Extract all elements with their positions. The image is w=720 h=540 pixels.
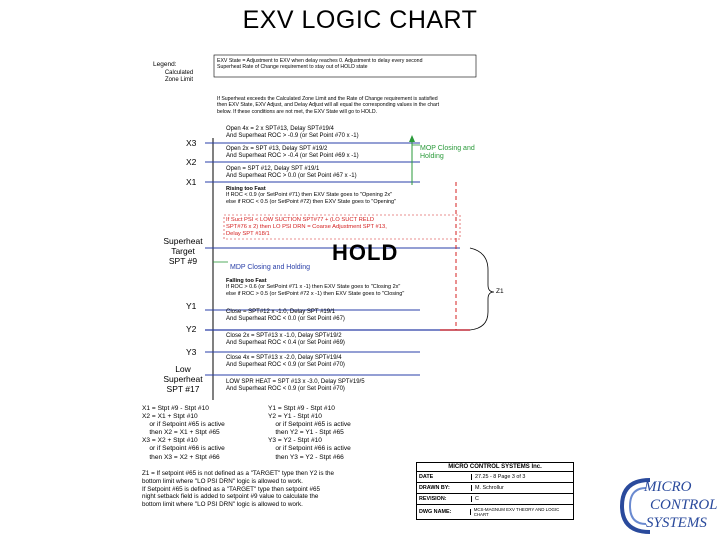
micro-control-systems-logo: MICRO CONTROL SYSTEMS: [616, 474, 716, 536]
low-superheat-label: Low Superheat SPT #17: [163, 364, 203, 394]
x2-label: X2: [186, 157, 197, 167]
page-title: EXV LOGIC CHART: [242, 6, 478, 34]
falling-condition: Falling too Fast If ROC > 0.6 (or SetPoint #71 x -1) then EXV State goes to "Closing 2x" else if ROC > 0.5 (or SetPoint #72 x -1) then EXV State goes to "Closing": [226, 278, 405, 297]
title-row: REVISION: C: [417, 494, 573, 505]
definitions-left: X1 = Stpt #9 - Stpt #10 X2 = X1 + Stpt #10 or if Setpoint #65 is active then X2 = X1 + Stpt #65 X3 = X2 + Stpt #10 or if Setpoint #66 is active then X3 = X2 + Stpt #66: [142, 405, 225, 461]
open-condition: Open = SPT #12, Delay SPT #19/1 And Superheat ROC > 0.0 (or Set Point #67 x -1): [226, 166, 357, 179]
header-note: If Superheat exceeds the Calculated Zone Limit and the Rate of Change requirement is satisfied then EXV State, EXV Adjust, and Delay Adjust will all equal the corresponding values in the chart below. If these conditions are not met, the EXV State will go to HOLD.: [217, 96, 440, 115]
hold-label: HOLD: [332, 240, 399, 265]
open2x-condition: Open 2x = SPT #13, Delay SPT #19/2 And Superheat ROC > -0.4 (or Set Point #69 x -1): [226, 146, 359, 159]
low-suction-condition: If Suct PSI < LOW SUCTION SPT#77 + (LO SUCT RELD SPT#76 x 2) then LO PSI DRN = Coarse Adjustment SPT #13, Delay SPT #18/1: [226, 217, 387, 237]
close2x-condition: Close 2x = SPT#13 x -1.0, Delay SPT#19/2 And Superheat ROC < 0.4 (or Set Point #69): [226, 333, 345, 346]
open4x-condition: Open 4x = 2 x SPT#13, Delay SPT#19/4 And Superheat ROC > -0.9 (or Set Point #70 x -1): [226, 126, 359, 139]
title-row: DATE 27.25 - 8 Page 3 of 3: [417, 472, 573, 483]
y2-label: Y2: [186, 324, 197, 334]
definitions-right: Y1 = Stpt #9 - Stpt #10 Y2 = Y1 - Stpt #10 or if Setpoint #65 is active then Y2 = Y1 - Stpt #65 Y3 = Y2 - Stpt #10 or if Setpoint #66 is active then Y3 = Y2 - Stpt #66: [268, 405, 351, 461]
z1-note: Z1 = If setpoint #65 is not defined as a "TARGET" type then Y2 is the bottom limit where "LO PSI DRN" logic is allowed to work. If Setpoint #65 is defined as a "TARGET" type then setpoint #65 night setback field is added to setpoint #9 value to calculate the bottom limit where "LO PSI DRN" logic is allowed to work.: [142, 470, 335, 509]
legend-heading: Legend:: [153, 61, 177, 68]
title-row: DWG NAME: MCS-MAGNUM EXV THEORY AND LOGIC CHART: [419, 507, 560, 517]
title-block: [416, 462, 574, 520]
low-superheat-condition: LOW SPR HEAT = SPT #13 x -3.0, Delay SPT#19/5 And Superheat ROC < 0.9 (or Set Point #70): [226, 379, 365, 392]
legend-exv-state: EXV State = Adjustment to EXV when delay reaches 0. Adjustment to delay every second Superheat Rate of Change requirement to stay out of HOLD state: [217, 58, 423, 71]
mop-closing-label: MOP Closing and Holding: [420, 145, 475, 160]
superheat-target-label: Superheat Target SPT #9: [163, 236, 203, 266]
title-row: DRAWN BY: M. Schrollur: [417, 483, 573, 494]
close4x-condition: Close 4x = SPT#13 x -2.0, Delay SPT#19/4 And Superheat ROC < 0.9 (or Set Point #70): [226, 355, 345, 368]
x1-label: X1: [186, 177, 197, 187]
company-name: MICRO CONTROL SYSTEMS Inc.: [417, 463, 573, 472]
x3-label: X3: [186, 138, 197, 148]
close-condition: Close = SPT#12 x -1.0, Delay SPT #19/1 And Superheat ROC < 0.0 (or Set Point #67): [226, 309, 345, 322]
z1-label: Z1: [496, 288, 504, 295]
rising-condition: Rising too Fast If ROC < 0.9 (or SetPoint #71) then EXV State goes to "Opening 2x" else if ROC < 0.5 (or SetPoint #72) then EXV State goes to "Opening": [226, 186, 397, 205]
y1-label: Y1: [186, 301, 197, 311]
y3-label: Y3: [186, 347, 197, 357]
calc-zone-limit-label: Calculated Zone Limit: [164, 70, 194, 83]
mdp-closing-label: MDP Closing and Holding: [230, 264, 311, 271]
